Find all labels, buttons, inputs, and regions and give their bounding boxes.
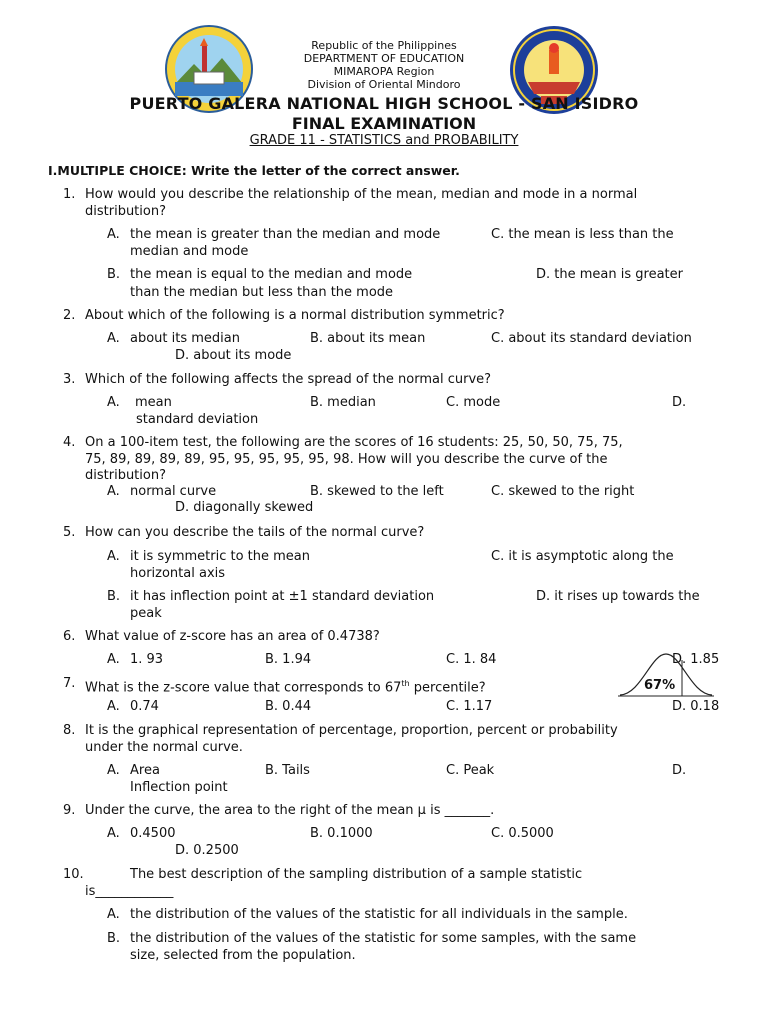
exam-title: FINAL EXAMINATION	[291, 114, 477, 133]
option-letter: A.	[107, 907, 120, 922]
option-text: 1. 93	[130, 652, 164, 667]
option-text: C. 1. 84	[446, 652, 497, 667]
option-text: C. the mean is less than the	[491, 227, 674, 242]
option-text: D. 0.2500	[175, 843, 239, 858]
question-text: 75, 89, 89, 89, 89, 95, 95, 95, 95, 95, 98. How will you describe the curve of the	[85, 452, 608, 467]
question-number: 1.	[63, 187, 76, 202]
option-text: size, selected from the population.	[130, 948, 356, 963]
option-text: the mean is greater than the median and mode	[130, 227, 441, 242]
question-text: The best description of the sampling distribution of a sample statistic	[130, 867, 583, 882]
school-name: PUERTO GALERA NATIONAL HIGH SCHOOL - SAN ISIDRO	[129, 94, 639, 113]
question-number: 3.	[63, 372, 76, 387]
option-text: D. about its mode	[175, 348, 292, 363]
option-text: B. about its mean	[310, 331, 426, 346]
question-number: 5.	[63, 525, 76, 540]
option-text: D. 0.18	[672, 699, 720, 714]
question-number: 2.	[63, 308, 76, 323]
option-text: standard deviation	[136, 412, 259, 427]
option-letter: D.	[672, 763, 687, 778]
option-text: C. Peak	[446, 763, 495, 778]
option-text: C. 1.17	[446, 699, 493, 714]
question-text: Which of the following affects the spread of the normal curve?	[85, 372, 492, 387]
option-text: D. it rises up towards the	[536, 589, 700, 604]
option-letter: D.	[672, 395, 687, 410]
option-text: B. skewed to the left	[310, 484, 444, 499]
question-text-part: What is the z-score value that corresponds to 67	[85, 680, 402, 696]
section-title: MULTIPLE CHOICE	[57, 163, 182, 178]
option-letter: B.	[107, 931, 121, 946]
question-text: distribution?	[85, 468, 166, 483]
header-republic: Republic of the Philippines	[311, 39, 457, 52]
option-letter: A.	[107, 763, 120, 778]
option-text: about its median	[130, 331, 240, 346]
question-text: How would you describe the relationship of the mean, median and mode in a normal	[85, 187, 638, 202]
option-letter: B.	[107, 589, 121, 604]
option-letter: A.	[107, 549, 120, 564]
question-number: 8.	[63, 723, 76, 738]
option-text: B. Tails	[265, 763, 310, 778]
option-text: mean	[135, 395, 172, 410]
option-letter: A.	[107, 331, 120, 346]
option-text: normal curve	[130, 484, 217, 499]
question-text: What value of z-score has an area of 0.4738?	[85, 629, 380, 644]
option-text: 0.4500	[130, 826, 176, 841]
question-text: is____________	[85, 884, 174, 899]
option-text: B. 0.44	[265, 699, 312, 714]
option-text: Area	[130, 763, 160, 778]
option-text: median and mode	[130, 244, 249, 259]
option-letter: A.	[107, 227, 120, 242]
option-text: Inflection point	[130, 780, 228, 795]
subject-title: GRADE 11 - STATISTICS and PROBABILITY	[249, 133, 519, 148]
option-text: B. 1.94	[265, 652, 312, 667]
option-text: B. median	[310, 395, 376, 410]
normal-curve-figure	[616, 650, 716, 702]
option-text: it is symmetric to the mean	[130, 549, 311, 564]
question-text: Under the curve, the area to the right of the mean μ is _______.	[85, 803, 495, 818]
option-text: C. it is asymptotic along the	[491, 549, 674, 564]
question-number: 6.	[63, 629, 76, 644]
question-text: On a 100-item test, the following are the scores of 16 students: 25, 50, 50, 75, 75,	[85, 435, 623, 450]
question-number: 7.	[63, 676, 76, 691]
option-letter: A.	[107, 826, 120, 841]
option-text: C. skewed to the right	[491, 484, 635, 499]
section-numeral: I.	[48, 163, 58, 178]
option-letter: A.	[107, 395, 120, 410]
option-text: 0.74	[130, 699, 159, 714]
option-text: the distribution of the values of the statistic for some samples, with the same	[130, 931, 637, 946]
option-text: D. 1.85	[672, 652, 720, 667]
question-text	[85, 675, 486, 696]
question-number: 4.	[63, 435, 76, 450]
option-text: D. the mean is greater	[536, 267, 683, 282]
superscript-th: th	[401, 679, 410, 688]
question-text: How can you describe the tails of the normal curve?	[85, 525, 425, 540]
option-text: the mean is equal to the median and mode	[130, 267, 413, 282]
option-text: C. mode	[446, 395, 501, 410]
option-letter: A.	[107, 652, 120, 667]
section-instruction: : Write the letter of the correct answer.	[181, 163, 460, 178]
option-text: C. 0.5000	[491, 826, 554, 841]
option-letter: B.	[107, 267, 121, 282]
option-text: it has inflection point at ±1 standard deviation	[130, 589, 435, 604]
option-text: peak	[130, 606, 162, 621]
question-text: About which of the following is a normal distribution symmetric?	[85, 308, 505, 323]
option-text: than the median but less than the mode	[130, 285, 394, 300]
figure-label: 67%	[644, 678, 676, 693]
question-text: It is the graphical representation of percentage, proportion, percent or probability	[85, 723, 618, 738]
question-text: distribution?	[85, 204, 166, 219]
option-text: D. diagonally skewed	[175, 500, 314, 515]
section-heading	[48, 163, 460, 178]
header-division: Division of Oriental Mindoro	[307, 78, 461, 91]
header-region: MIMAROPA Region	[333, 65, 435, 78]
option-letter: A.	[107, 484, 120, 499]
option-text: C. about its standard deviation	[491, 331, 692, 346]
option-text: the distribution of the values of the statistic for all individuals in the sample.	[130, 907, 628, 922]
header-department: DEPARTMENT OF EDUCATION	[303, 52, 465, 65]
question-number: 10.	[63, 867, 84, 882]
option-letter: A.	[107, 699, 120, 714]
question-text: under the normal curve.	[85, 740, 243, 755]
option-text: B. 0.1000	[310, 826, 373, 841]
option-text: horizontal axis	[130, 566, 226, 581]
question-text-part: percentile?	[409, 680, 486, 696]
question-number: 9.	[63, 803, 76, 818]
